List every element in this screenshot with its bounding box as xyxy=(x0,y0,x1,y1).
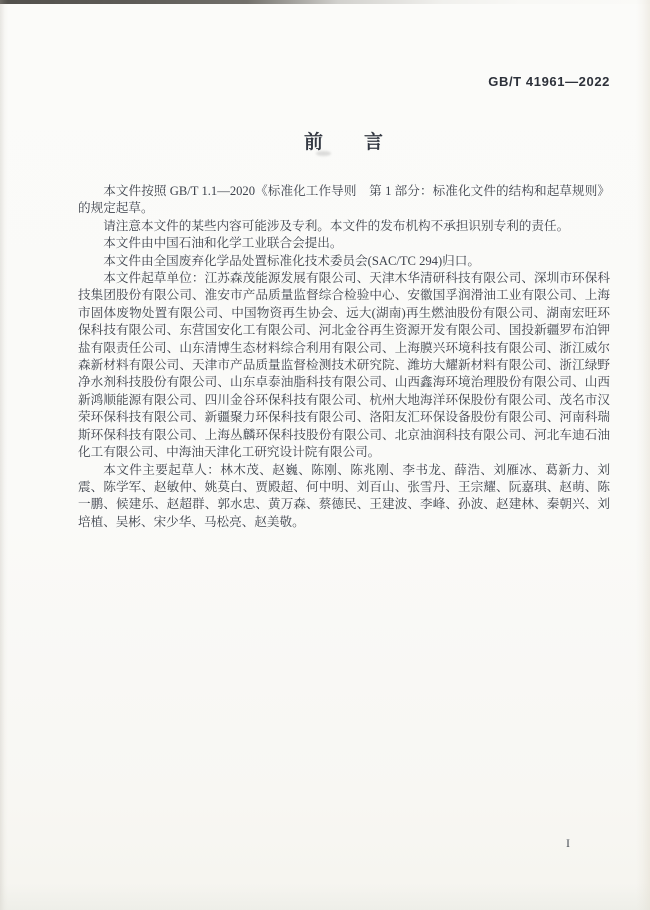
foreword-paragraph-committee: 本文件由全国废弃化学品处置标准化技术委员会(SAC/TC 294)归口。 xyxy=(103,253,480,268)
foreword-paragraph-drafting-organizations: 本文件起草单位：江苏森茂能源发展有限公司、天津木华清研科技有限公司、深圳市环保科技集团股份有限公司、淮安市产品质量监督综合检验中心、安徽国孚润滑油工业有限公司、上海市固体废物处置有限公司、中国物资再生协会、远大(湖南)再生燃油股份有限公司、湖南宏旺环保科技有限公司、东营国安化工有限公司、河北金谷再生资源开发有限公司、国投新疆罗布泊钾盐有限责任公司、山东清博生态材料综合利用有限公司、上海膜兴环境科技有限公司、浙江威尔森新材料有限公司、天津市产品质量监督检测技术研究院、潍坊大耀新材料有限公司、浙江绿野净水剂科技股份有限公司、山东卓泰油脂科技有限公司、山西鑫海环境治理股份有限公司、山西新鸿顺能源有限公司、四川金谷环保科技有限公司、杭州大地海洋环保股份有限公司、茂名市汉荣环保科技有限公司、新疆聚力环保科技有限公司、洛阳友汇环保设备股份有限公司、河南科瑞斯环保科技有限公司、上海丛麟环保科技股份有限公司、北京油润科技有限公司、河北车迪石油化工有限公司、中海油天津化工研究设计院有限公司。 xyxy=(78,271,610,460)
foreword-paragraph-drafting-rules: 本文件按照 GB/T 1.1—2020《标准化工作导则 第 1 部分：标准化文件的结构和起草规则》的规定起草。 xyxy=(78,184,610,216)
foreword-paragraph-patent-notice: 请注意本文件的某些内容可能涉及专利。本文件的发布机构不承担识别专利的责任。 xyxy=(103,218,570,233)
page-title: 前 言 xyxy=(303,132,384,153)
foreword-paragraph-drafters: 本文件主要起草人：林木茂、赵巍、陈刚、陈兆刚、李书龙、薛浩、刘雁冰、葛新力、刘震、陈学军、赵敏仲、姚莫白、贾殿超、何中明、刘百山、张雪丹、王宗耀、阮嘉琪、赵萌、陈一鹏、候建乐、赵超群、郭水忠、黄万森、蔡德民、王建波、李峰、孙波、赵建林、秦朝兴、刘培植、吴彬、宋少华、马松亮、赵美敬。 xyxy=(78,462,610,529)
scan-left-edge-artifact xyxy=(0,0,8,910)
scan-bottom-artifact xyxy=(0,884,650,910)
page-number: I xyxy=(566,836,570,850)
scan-top-edge-artifact xyxy=(0,0,650,4)
scan-right-edge-artifact xyxy=(636,0,650,910)
standard-code: GB/T 41961—2022 xyxy=(488,74,610,89)
foreword-body xyxy=(78,183,610,531)
foreword-paragraph-proposer: 本文件由中国石油和化学工业联合会提出。 xyxy=(103,236,343,251)
